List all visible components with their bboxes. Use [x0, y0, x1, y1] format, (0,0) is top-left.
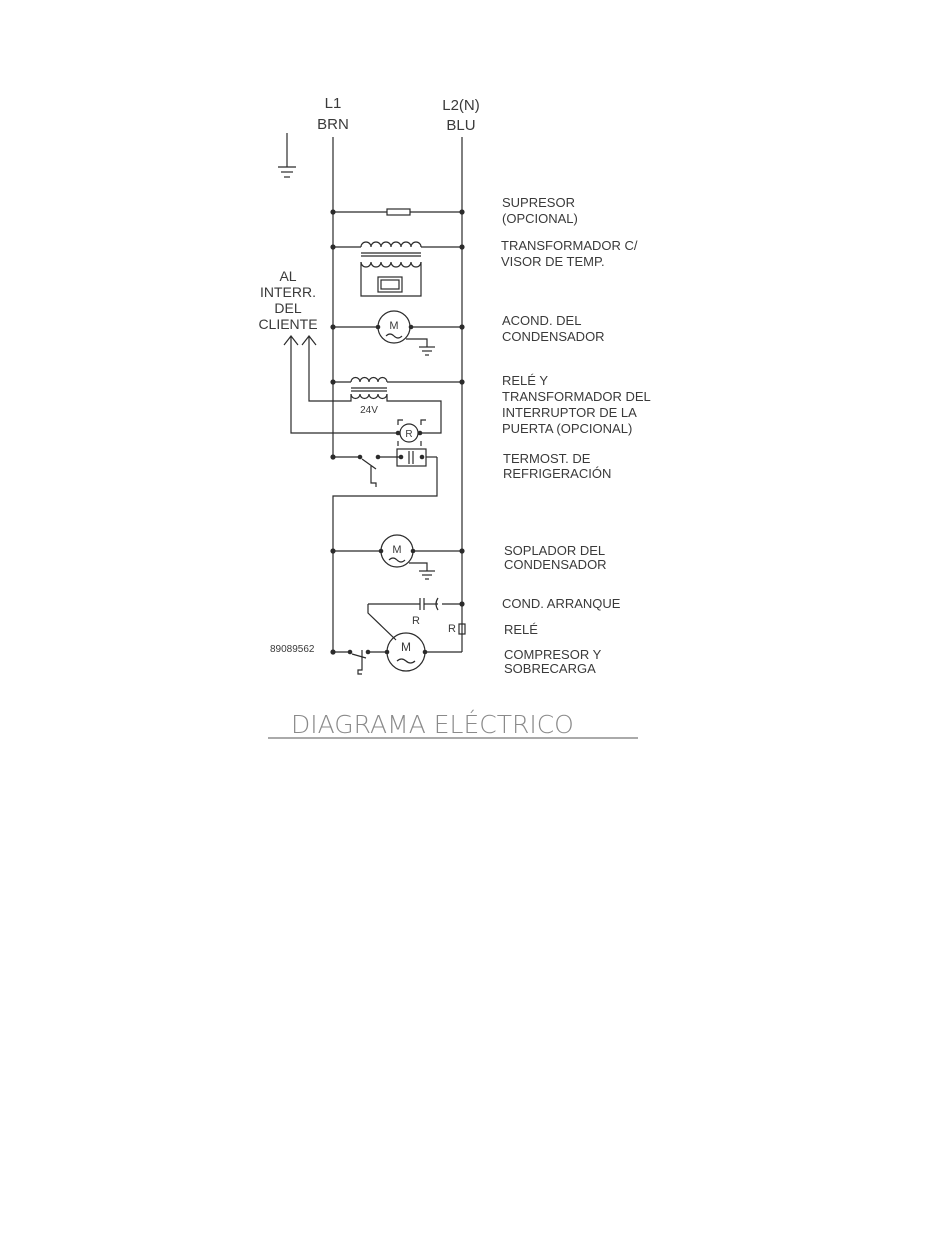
svg-text:TRANSFORMADOR DEL: TRANSFORMADOR DEL	[502, 389, 651, 404]
condenser-motor-branch	[330, 311, 464, 355]
label-cond-arranque	[502, 596, 621, 611]
compressor-branch	[330, 598, 465, 674]
ground-icon	[278, 133, 296, 177]
svg-text:(OPCIONAL): (OPCIONAL)	[502, 211, 578, 226]
svg-text:CONDENSADOR: CONDENSADOR	[502, 329, 605, 344]
svg-text:COMPRESOR Y: COMPRESOR Y	[504, 647, 602, 662]
l2-label	[442, 97, 480, 134]
label-transformador	[501, 238, 638, 269]
svg-text:TRANSFORMADOR C/: TRANSFORMADOR C/	[501, 238, 638, 253]
svg-text:RELÉ: RELÉ	[504, 622, 538, 637]
l2-name: L2(N)	[442, 97, 480, 114]
overload-switch-icon	[352, 654, 366, 658]
svg-text:M: M	[392, 544, 402, 556]
svg-text:VISOR DE TEMP.: VISOR DE TEMP.	[501, 254, 605, 269]
label-soplador	[504, 543, 607, 572]
label-rele-transformador	[502, 373, 651, 436]
l1-name: L1	[324, 95, 342, 112]
svg-text:RELÉ Y: RELÉ Y	[502, 373, 549, 388]
svg-text:SUPRESOR: SUPRESOR	[502, 195, 575, 210]
transformer-branch	[330, 242, 464, 296]
svg-text:CLIENTE: CLIENTE	[258, 316, 318, 332]
diagram-title: DIAGRAMA ELÉCTRICO	[291, 710, 574, 739]
svg-text:TERMOST. DE: TERMOST. DE	[503, 451, 591, 466]
label-termostato	[503, 451, 611, 481]
svg-text:R: R	[412, 615, 420, 627]
svg-text:CONDENSADOR: CONDENSADOR	[504, 557, 607, 572]
svg-text:SOPLADOR DEL: SOPLADOR DEL	[504, 543, 606, 558]
customer-switch-label	[258, 268, 317, 332]
resistor-icon	[387, 209, 410, 215]
component-labels	[501, 195, 651, 676]
l1-label	[317, 95, 349, 133]
blower-branch	[330, 535, 464, 579]
svg-text:SOBRECARGA: SOBRECARGA	[504, 661, 596, 676]
label-acond	[502, 313, 605, 344]
svg-text:COND. ARRANQUE: COND. ARRANQUE	[502, 596, 621, 611]
supresor-branch	[330, 209, 464, 215]
svg-text:M: M	[389, 320, 399, 332]
label-compresor	[504, 647, 602, 676]
svg-text:PUERTA (OPCIONAL): PUERTA (OPCIONAL)	[502, 421, 633, 436]
label-supresor	[502, 195, 578, 226]
door-relay-branch	[284, 336, 465, 446]
svg-text:INTERRUPTOR DE LA: INTERRUPTOR DE LA	[502, 405, 637, 420]
svg-text:24V: 24V	[360, 405, 378, 416]
svg-text:ACOND. DEL: ACOND. DEL	[502, 313, 582, 328]
svg-text:M: M	[401, 640, 411, 654]
l1-color: BRN	[317, 116, 349, 133]
svg-text:R: R	[448, 623, 456, 635]
svg-text:AL: AL	[279, 268, 297, 284]
part-number: 89089562	[270, 644, 315, 655]
temp-display-icon	[378, 277, 402, 292]
label-rele	[504, 622, 538, 637]
svg-text:INTERR.: INTERR.	[260, 284, 316, 300]
l2-color: BLU	[446, 117, 476, 134]
svg-text:R: R	[405, 429, 413, 440]
coil-icon	[361, 242, 421, 247]
svg-text:REFRIGERACIÓN: REFRIGERACIÓN	[503, 466, 612, 481]
thermostat-switch-icon	[362, 459, 376, 469]
svg-text:DEL: DEL	[274, 300, 302, 316]
